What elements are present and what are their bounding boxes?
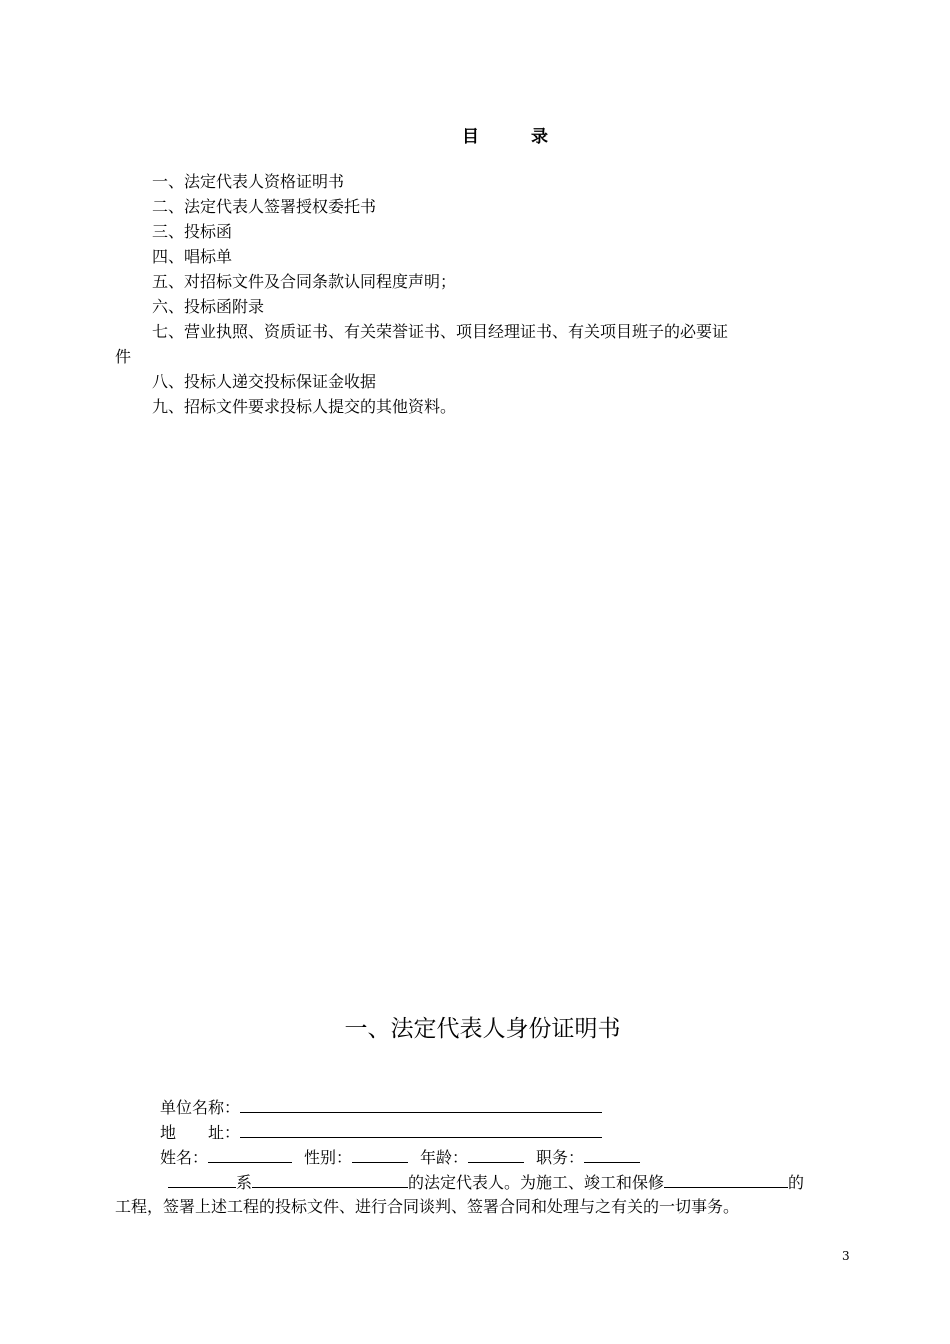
- section-title: 一、法定代表人身份证明书: [344, 1016, 621, 1042]
- position-blank[interactable]: [584, 1147, 640, 1163]
- toc-item-3: 三、投标函: [152, 222, 233, 241]
- personal-info-row: [160, 1147, 640, 1168]
- name-label: 姓名：: [160, 1148, 209, 1167]
- company-blank[interactable]: [252, 1172, 408, 1188]
- unit-name-label: 单位名称：: [160, 1098, 241, 1117]
- statement-text-a: 系: [236, 1173, 253, 1192]
- statement-line-2: 工程，签署上述工程的投标文件、进行合同谈判、签署合同和处理与之有关的一切事务。: [115, 1197, 740, 1216]
- address-blank[interactable]: [240, 1122, 602, 1138]
- statement-line-1: [168, 1172, 804, 1193]
- position-label: 职务：: [536, 1148, 585, 1167]
- gender-blank[interactable]: [352, 1147, 408, 1163]
- toc-item-9: 九、招标文件要求投标人提交的其他资料。: [152, 397, 457, 416]
- toc-title-left: 目: [462, 127, 479, 147]
- statement-text-b: 的法定代表人。为施工、竣工和保修: [408, 1173, 665, 1192]
- toc-item-7: 七、营业执照、资质证书、有关荣誉证书、项目经理证书、有关项目班子的必要证: [152, 322, 729, 341]
- unit-name-row: [160, 1097, 602, 1118]
- toc-item-5: 五、对招标文件及合同条款认同程度声明；: [152, 272, 457, 291]
- address-row: [160, 1122, 602, 1143]
- page-number: 3: [842, 1249, 850, 1263]
- toc-title: [0, 122, 950, 147]
- representative-blank[interactable]: [168, 1172, 236, 1188]
- statement-text-c: 的: [788, 1173, 805, 1192]
- age-label: 年龄：: [420, 1148, 469, 1167]
- toc-item-6: 六、投标函附录: [152, 297, 265, 316]
- name-blank[interactable]: [208, 1147, 292, 1163]
- project-blank[interactable]: [664, 1172, 788, 1188]
- address-label: 地 址：: [160, 1123, 241, 1142]
- toc-item-8: 八、投标人递交投标保证金收据: [152, 372, 377, 391]
- unit-name-blank[interactable]: [240, 1097, 602, 1113]
- gender-label: 性别：: [304, 1148, 353, 1167]
- toc-item-2: 二、法定代表人签署授权委托书: [152, 197, 377, 216]
- toc-item-7-continuation: 件: [115, 347, 132, 366]
- toc-item-1: 一、法定代表人资格证明书: [152, 172, 345, 191]
- toc-item-4: 四、唱标单: [152, 247, 233, 266]
- age-blank[interactable]: [468, 1147, 524, 1163]
- toc-title-right: 录: [531, 127, 548, 147]
